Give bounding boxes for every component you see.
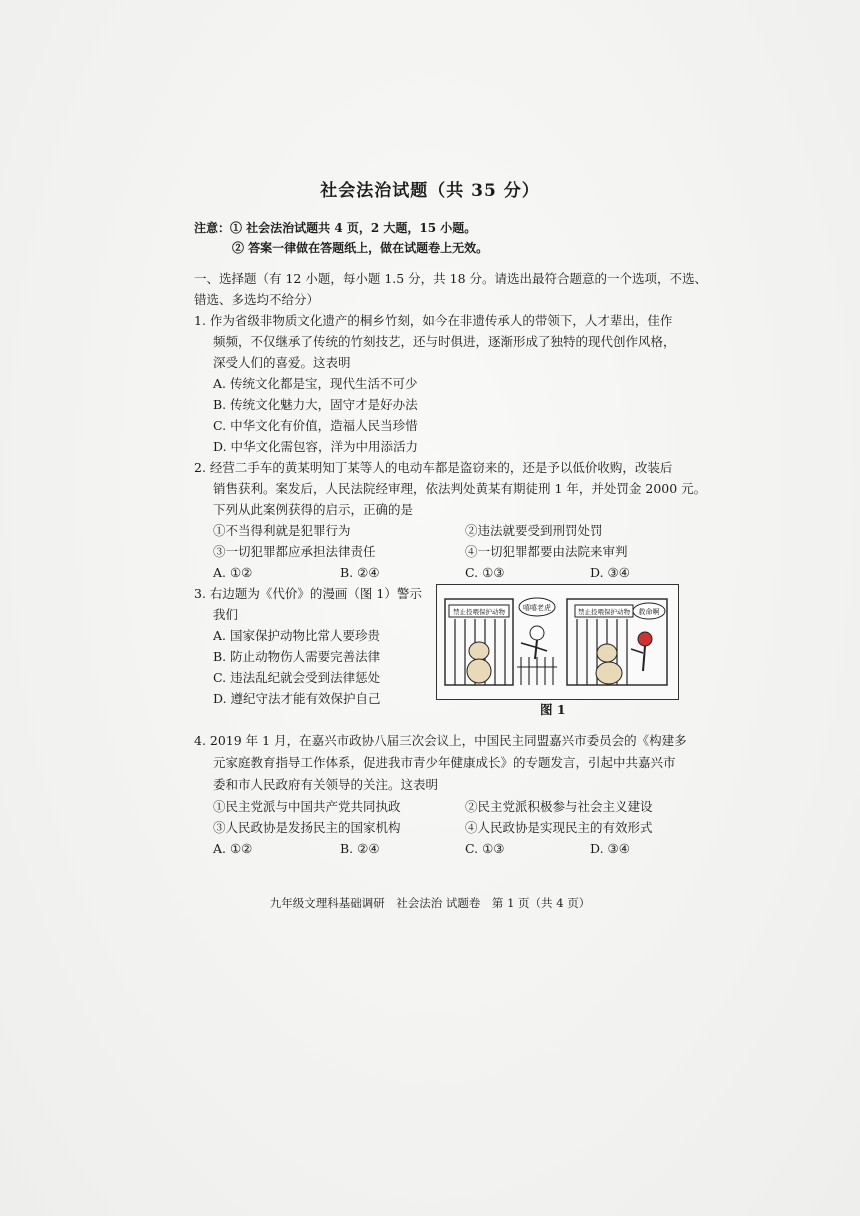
q2-statement-1: ①不当得利就是犯罪行为: [213, 523, 351, 538]
q2-option-d: D. ③④: [590, 565, 630, 580]
q3-option-c: C. 违法乱纪就会受到法律惩处: [213, 670, 381, 685]
q4-statement-4: ④人民政协是实现民主的有效形式: [465, 820, 653, 835]
page-footer: 九年级文理科基础调研 社会法治 试题卷 第 1 页（共 4 页）: [269, 896, 591, 910]
q4-stem-line: 4. 2019 年 1 月，在嘉兴市政协八届三次会议上，中国民主同盟嘉兴市委员会的《构建多: [194, 733, 687, 748]
person-icon: [530, 626, 544, 640]
q4-option-c: C. ①③: [465, 841, 505, 856]
q2-stem-line: 下列从此案例获得的启示，正确的是: [213, 502, 414, 517]
q4-statement-2: ②民主党派积极参与社会主义建设: [465, 799, 653, 814]
cage-sign-left: 禁止投喂保护动物: [453, 608, 505, 616]
q2-statement-3: ③一切犯罪都应承担法律责任: [213, 544, 376, 559]
cartoon-figure: [436, 584, 679, 700]
q1-option-b: B. 传统文化魅力大，固守才是好办法: [213, 397, 418, 412]
cartoon-illustration: [437, 585, 678, 699]
q2-option-a: A. ①②: [213, 565, 253, 580]
q1-option-c: C. 中华文化有价值，造福人民当珍惜: [213, 418, 418, 433]
q2-stem-line: 2. 经营二手车的黄某明知丁某等人的电动车都是盗窃来的，还是予以低价收购，改装后: [194, 460, 673, 475]
q4-statement-3: ③人民政协是发扬民主的国家机构: [213, 820, 401, 835]
q4-stem-line: 委和市人民政府有关领导的关注。这表明: [213, 777, 439, 792]
q4-option-a: A. ①②: [213, 841, 253, 856]
q3-option-d: D. 遵纪守法才能有效保护自己: [213, 691, 381, 706]
q1-stem-line: 深受人们的喜爱。这表明: [213, 355, 351, 370]
q3-stem-line: 3. 右边题为《代价》的漫画（图 1）警示: [194, 586, 422, 601]
q3-option-b: B. 防止动物伤人需要完善法律: [213, 649, 381, 664]
q4-option-d: D. ③④: [590, 841, 630, 856]
cage-sign-right: 禁止投喂保护动物: [578, 608, 630, 616]
q4-stem-line: 元家庭教育指导工作体系，促进我市青少年健康成长》的专题发言，引起中共嘉兴市: [213, 755, 676, 770]
page-title: 社会法治试题（共 35 分）: [320, 181, 540, 201]
notice-line-1: 注意：① 社会法治试题共 4 页，2 大题，15 小题。: [194, 221, 477, 235]
q1-stem-line: 1. 作为省级非物质文化遗产的桐乡竹刻，如今在非遗传承人的带领下，人才辈出，佳作: [194, 313, 673, 328]
q1-option-a: A. 传统文化都是宝，现代生活不可少: [213, 376, 418, 391]
q4-option-b: B. ②④: [340, 841, 380, 856]
q2-statement-4: ④一切犯罪都要由法院来审判: [465, 544, 628, 559]
q1-option-d: D. 中华文化需包容，洋为中用添活力: [213, 439, 419, 454]
q2-option-b: B. ②④: [340, 565, 380, 580]
q3-stem-line: 我们: [213, 607, 239, 622]
q3-option-a: A. 国家保护动物比常人要珍贵: [213, 628, 380, 643]
q1-stem-line: 频频，不仅继承了传统的竹刻技艺，还与时俱进，逐渐形成了独特的现代创作风格，: [213, 334, 676, 349]
notice-line-2: ② 答案一律做在答题纸上，做在试题卷上无效。: [232, 241, 489, 255]
speech-bubble-left: 嘻嘻老虎: [523, 604, 551, 612]
figure-caption: 图 1: [540, 702, 566, 717]
q2-option-c: C. ①③: [465, 565, 505, 580]
tiger-icon: [469, 642, 489, 660]
q2-stem-line: 销售获利。案发后，人民法院经审理，依法判处黄某有期徒刑 1 年，并处罚金 2000 元。: [213, 481, 707, 496]
section-heading: 一、选择题（有 12 小题，每小题 1.5 分，共 18 分。请选出最符合题意的一个选项，不选、: [194, 271, 708, 286]
speech-bubble-right: 救命啊: [638, 608, 660, 616]
q4-statement-1: ①民主党派与中国共产党共同执政: [213, 799, 401, 814]
section-heading-cont: 错选、多选均不给分）: [194, 292, 320, 307]
q2-statement-2: ②违法就要受到刑罚处罚: [465, 523, 603, 538]
